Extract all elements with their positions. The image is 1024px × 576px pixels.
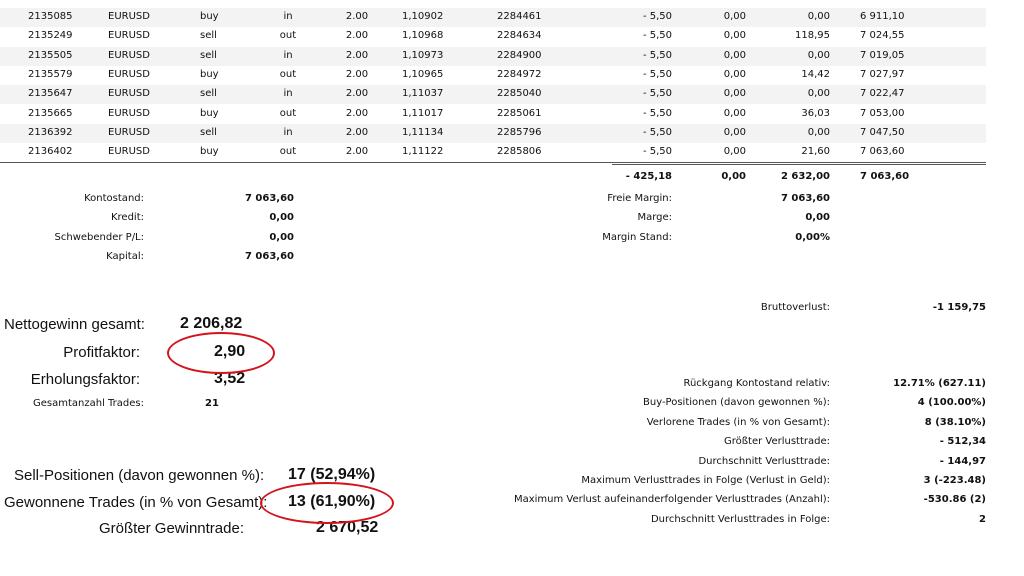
cell-swap: 0,00 bbox=[723, 68, 746, 80]
cell-commission: - 5,50 bbox=[642, 126, 672, 138]
cell-symbol: EURUSD bbox=[108, 88, 150, 100]
stat-value: 2 670,52 bbox=[316, 519, 379, 536]
cell-ticket: 2135249 bbox=[28, 30, 73, 42]
cell-profit: 36,03 bbox=[801, 107, 830, 119]
cell-order: 2285796 bbox=[497, 126, 542, 138]
cell-direction: in bbox=[283, 11, 293, 22]
cell-balance: 7 022,47 bbox=[860, 88, 905, 100]
cell-order: 2285040 bbox=[497, 88, 542, 100]
total-commission: - 425,18 bbox=[625, 171, 672, 182]
summary-label: Kapital: bbox=[106, 251, 144, 262]
cell-type: sell bbox=[200, 49, 217, 61]
cell-volume: 2.00 bbox=[345, 107, 369, 119]
stat-value: 4 (100.00%) bbox=[917, 397, 986, 408]
cell-symbol: EURUSD bbox=[108, 49, 150, 61]
cell-balance: 7 063,60 bbox=[860, 146, 905, 158]
stat-label: Sell-Positionen (davon gewonnen %): bbox=[14, 467, 265, 484]
summary-value: 0,00% bbox=[795, 232, 830, 243]
stat-value: 3,52 bbox=[214, 370, 246, 387]
cell-price: 1,11017 bbox=[402, 107, 444, 119]
summary-value: 7 063,60 bbox=[244, 193, 294, 204]
cell-volume: 2.00 bbox=[345, 146, 369, 158]
cell-profit: 0,00 bbox=[807, 49, 830, 61]
cell-ticket: 2136402 bbox=[28, 146, 73, 158]
table-row bbox=[0, 47, 986, 66]
stat-label: Profitfaktor: bbox=[63, 344, 140, 361]
cell-type: sell bbox=[200, 88, 217, 100]
cell-price: 1,10965 bbox=[402, 68, 444, 80]
cell-price: 1,11122 bbox=[402, 146, 444, 158]
cell-price: 1,10902 bbox=[402, 11, 444, 22]
cell-symbol: EURUSD bbox=[108, 126, 150, 138]
stat-label: Buy-Positionen (davon gewonnen %): bbox=[643, 397, 830, 408]
cell-price: 1,11134 bbox=[402, 126, 444, 138]
stat-label: Durchschnitt Verlusttrades in Folge: bbox=[650, 514, 830, 525]
cell-direction: out bbox=[279, 107, 297, 119]
cell-volume: 2.00 bbox=[345, 11, 369, 22]
total-swap: 0,00 bbox=[721, 171, 746, 182]
summary-value: 0,00 bbox=[269, 212, 294, 223]
total-trades-label: Gesamtanzahl Trades: bbox=[33, 398, 144, 409]
stat-value: 2 bbox=[979, 514, 986, 525]
cell-swap: 0,00 bbox=[723, 11, 746, 22]
summary-value: 7 063,60 bbox=[780, 193, 830, 204]
table-row bbox=[0, 66, 986, 85]
cell-order: 2284634 bbox=[497, 30, 542, 42]
cell-type: sell bbox=[200, 30, 217, 42]
cell-ticket: 2136392 bbox=[28, 126, 73, 138]
cell-balance: 7 047,50 bbox=[860, 126, 905, 138]
bruttoverlust-label: Bruttoverlust: bbox=[760, 302, 830, 313]
cell-price: 1,10973 bbox=[402, 49, 444, 61]
cell-balance: 7 053,00 bbox=[860, 107, 905, 119]
summary-label: Margin Stand: bbox=[602, 232, 672, 243]
stat-value: - 144,97 bbox=[939, 456, 986, 467]
cell-commission: - 5,50 bbox=[642, 11, 672, 22]
cell-ticket: 2135665 bbox=[28, 107, 73, 119]
cell-symbol: EURUSD bbox=[108, 146, 150, 158]
cell-type: sell bbox=[200, 126, 217, 138]
cell-commission: - 5,50 bbox=[642, 68, 672, 80]
cell-order: 2284972 bbox=[497, 68, 542, 80]
cell-ticket: 2135647 bbox=[28, 88, 73, 100]
cell-swap: 0,00 bbox=[723, 126, 746, 138]
cell-swap: 0,00 bbox=[723, 88, 746, 100]
table-row bbox=[0, 85, 986, 104]
cell-profit: 0,00 bbox=[807, 11, 830, 22]
summary-label: Schwebender P/L: bbox=[54, 232, 144, 243]
cell-volume: 2.00 bbox=[345, 30, 369, 42]
cell-order: 2284461 bbox=[497, 11, 542, 22]
cell-type: buy bbox=[200, 11, 219, 22]
summary-value: 0,00 bbox=[805, 212, 830, 223]
cell-commission: - 5,50 bbox=[642, 49, 672, 61]
stat-value: 13 (61,90%) bbox=[288, 493, 376, 510]
cell-order: 2285806 bbox=[497, 146, 542, 158]
table-row bbox=[0, 143, 986, 162]
cell-ticket: 2135505 bbox=[28, 49, 73, 61]
cell-balance: 6 911,10 bbox=[860, 11, 905, 22]
gewonnene-trades-highlight-circle bbox=[260, 482, 394, 524]
cell-balance: 7 024,55 bbox=[860, 30, 905, 42]
cell-order: 2284900 bbox=[497, 49, 542, 61]
stat-label: Nettogewinn gesamt: bbox=[4, 316, 145, 333]
cell-swap: 0,00 bbox=[723, 146, 746, 158]
stat-value: 8 (38.10%) bbox=[924, 417, 986, 428]
cell-symbol: EURUSD bbox=[108, 30, 150, 42]
stat-label: Erholungsfaktor: bbox=[30, 371, 140, 388]
cell-profit: 0,00 bbox=[807, 126, 830, 138]
stat-label: Gewonnene Trades (in % von Gesamt): bbox=[4, 494, 268, 511]
stat-label: Größter Gewinntrade: bbox=[98, 520, 244, 537]
stat-value: -530.86 (2) bbox=[923, 494, 986, 505]
table-row bbox=[0, 105, 986, 124]
summary-value: 7 063,60 bbox=[244, 251, 294, 262]
cell-profit: 14,42 bbox=[801, 68, 830, 80]
cell-ticket: 2135085 bbox=[28, 11, 73, 22]
stat-value: 12.71% (627.11) bbox=[893, 378, 986, 389]
cell-profit: 21,60 bbox=[801, 146, 830, 158]
cell-volume: 2.00 bbox=[345, 68, 369, 80]
summary-label: Kredit: bbox=[110, 212, 144, 223]
totals-divider bbox=[612, 164, 986, 165]
cell-volume: 2.00 bbox=[345, 49, 369, 61]
cell-volume: 2.00 bbox=[345, 126, 369, 138]
cell-volume: 2.00 bbox=[345, 88, 369, 100]
total-trades-value: 21 bbox=[205, 398, 219, 409]
cell-commission: - 5,50 bbox=[642, 30, 672, 42]
cell-direction: out bbox=[279, 68, 297, 80]
stat-value: - 512,34 bbox=[939, 436, 986, 447]
total-profit: 2 632,00 bbox=[780, 171, 830, 182]
cell-balance: 7 027,97 bbox=[860, 68, 905, 80]
cell-price: 1,11037 bbox=[402, 88, 444, 100]
cell-direction: out bbox=[279, 30, 297, 42]
cell-symbol: EURUSD bbox=[108, 68, 150, 80]
cell-symbol: EURUSD bbox=[108, 11, 150, 22]
stat-label: Maximum Verlusttrades in Folge (Verlust in Geld): bbox=[581, 475, 830, 486]
cell-commission: - 5,50 bbox=[642, 88, 672, 100]
cell-order: 2285061 bbox=[497, 107, 542, 119]
bruttoverlust-value: -1 159,75 bbox=[932, 302, 986, 313]
stat-label: Verlorene Trades (in % von Gesamt): bbox=[646, 417, 830, 428]
cell-price: 1,10968 bbox=[402, 30, 444, 42]
table-row bbox=[0, 27, 986, 46]
cell-type: buy bbox=[200, 107, 219, 119]
cell-type: buy bbox=[200, 68, 219, 80]
stat-value: 3 (-223.48) bbox=[923, 475, 986, 486]
cell-profit: 0,00 bbox=[807, 88, 830, 100]
stat-label: Maximum Verlust aufeinanderfolgender Verlusttrades (Anzahl): bbox=[513, 494, 830, 505]
total-balance: 7 063,60 bbox=[860, 171, 910, 182]
cell-direction: in bbox=[283, 88, 293, 100]
cell-symbol: EURUSD bbox=[108, 107, 150, 119]
cell-ticket: 2135579 bbox=[28, 68, 73, 80]
cell-type: buy bbox=[200, 146, 219, 158]
cell-profit: 118,95 bbox=[795, 30, 830, 42]
summary-label: Marge: bbox=[637, 212, 672, 223]
cell-swap: 0,00 bbox=[723, 49, 746, 61]
stat-label: Rückgang Kontostand relativ: bbox=[683, 378, 830, 389]
table-row bbox=[0, 124, 986, 143]
stat-value: 2 206,82 bbox=[180, 315, 243, 332]
cell-swap: 0,00 bbox=[723, 107, 746, 119]
summary-label: Freie Margin: bbox=[607, 193, 672, 204]
summary-label: Kontostand: bbox=[84, 193, 144, 204]
cell-balance: 7 019,05 bbox=[860, 49, 905, 61]
table-row bbox=[0, 8, 986, 27]
cell-commission: - 5,50 bbox=[642, 107, 672, 119]
cell-swap: 0,00 bbox=[723, 30, 746, 42]
stat-value: 2,90 bbox=[214, 343, 246, 360]
cell-direction: in bbox=[283, 49, 293, 61]
stat-label: Durchschnitt Verlusttrade: bbox=[698, 456, 830, 467]
profitfaktor-highlight-circle bbox=[167, 332, 275, 374]
stat-value: 17 (52,94%) bbox=[288, 466, 376, 483]
table-bottom-divider bbox=[0, 162, 986, 163]
cell-commission: - 5,50 bbox=[642, 146, 672, 158]
cell-direction: in bbox=[283, 126, 293, 138]
cell-direction: out bbox=[279, 146, 297, 158]
summary-value: 0,00 bbox=[269, 232, 294, 243]
stat-label: Größter Verlusttrade: bbox=[723, 436, 830, 447]
